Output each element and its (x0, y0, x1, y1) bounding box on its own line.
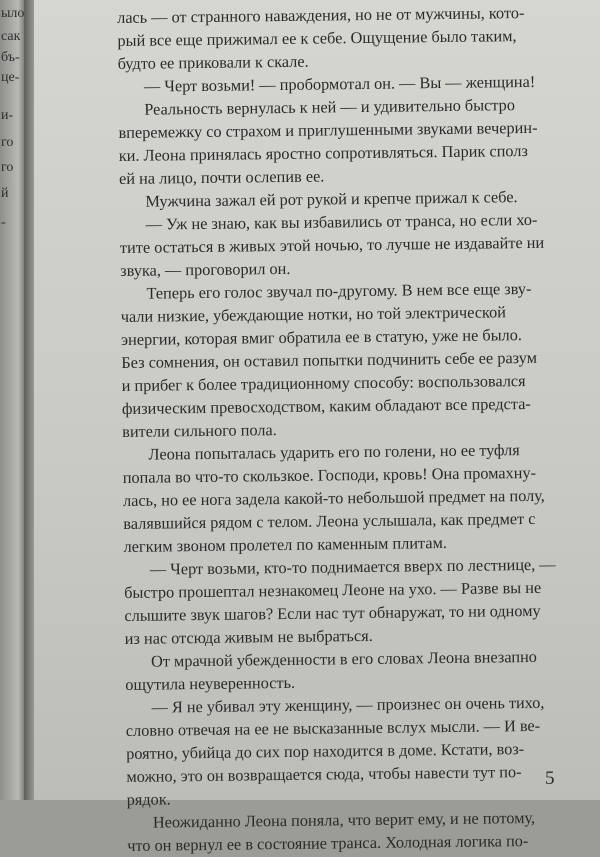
text-line: лась — от странного наваждения, но не от мужчины, кото- (117, 3, 525, 27)
left-page-fragment: го (1, 135, 14, 150)
text-line: можно, это он возвращается сюда, чтобы навести тут по- (126, 762, 522, 786)
text-line: что он вернул ее в состояние транса. Холодная логика по- (127, 831, 529, 855)
text-line: звука, — проговорил он. (120, 258, 291, 280)
text-line: лась, но ее нога задела какой-то небольшой предмет на полу, (122, 485, 545, 510)
text-line: попала во что-то скользкое. Господи, кровь! Она промахну- (122, 462, 537, 487)
text-line: — Я не убивал эту женщину, — произнес он очень тихо, (151, 692, 545, 717)
text-line: физическим превосходством, каким обладают все предста- (121, 393, 531, 418)
text-line: ощутила неуверенность. (125, 672, 296, 694)
text-line: Теперь его голос звучал по-другому. В нем все еще зву- (146, 278, 532, 303)
text-line: словно отвечая на ее не высказанные вслух мысли. — И ве- (125, 715, 541, 740)
left-page-fragment: й (1, 186, 9, 201)
left-page-fragment: сак (1, 29, 21, 44)
text-line: роятно, убийца до сих пор находится в доме. Кстати, воз- (126, 739, 525, 763)
text-line: ки. Леона принялась яростно сопротивляться. Парик сполз (118, 140, 528, 165)
text-line: вперемежку со страхом и приглушенными звуками вечерин- (118, 117, 538, 142)
right-page (34, 0, 600, 855)
text-line: ей на лицо, почти ослепив ее. (118, 166, 325, 188)
text-line: быстро прошептал незнакомец Леоне на ухо. — Разве вы не (124, 577, 542, 602)
left-page-fragment: го (1, 160, 14, 175)
text-line: из нас отсюда живым не выбраться. (124, 625, 373, 648)
text-line: От мрачной убежденности в его словах Леона внезапно (150, 646, 537, 671)
page-text (117, 1, 565, 857)
left-page-fragment: ыло (1, 6, 25, 21)
text-line: энергии, которая вмиг обратила ее в статую, уже не было. (120, 325, 523, 349)
text-line: будто ее приковали к скале. (117, 51, 309, 73)
text-line: Леона попыталась ударить его по голени, но ее туфля (148, 440, 520, 464)
text-line: — Черт возьми, кто-то поднимается вверх по лестнице, — (149, 554, 556, 579)
text-line: слышите звук шагов? Если нас тут обнаружат, то ни одному (124, 600, 541, 625)
text-line: рядок. (126, 789, 171, 809)
text-line: и прибег к более традиционному способу: воспользовался (121, 371, 526, 395)
text-line: тите остаться в живых этой ночью, то лучше не издавайте ни (119, 232, 545, 257)
text-line: — Уж не знаю, как вы избавились от транса, но если хо- (145, 209, 538, 234)
left-facing-page (0, 0, 26, 800)
text-line: легким звоном пролетел по каменным плитам. (123, 533, 448, 556)
page-number: 5 (545, 768, 555, 789)
left-page-fragment: - (1, 215, 6, 230)
text-line: вители сильного пола. (122, 420, 277, 441)
text-line: — Черт возьми! — пробормотал он. — Вы — женщина! (143, 71, 536, 96)
text-line: Неожиданно Леона поняла, что верит ему, и не потому, (152, 807, 536, 832)
text-line: чали низкие, убеждающие нотки, но той электрической (120, 302, 507, 326)
text-line: рый все еще прижимал ее к себе. Ощущение было таким, (117, 26, 517, 50)
text-line: Реальность вернулась к ней — и удивительно быстро (144, 95, 516, 119)
text-line: Без сомнения, он оставил попытки подчинить себе ее разум (121, 347, 538, 372)
left-page-fragment: бъ- (1, 50, 20, 65)
text-line: валявшийся рядом с телом. Леона услышала, как предмет с (123, 508, 536, 533)
left-page-fragment: и- (1, 108, 14, 123)
left-page-fragment: це- (1, 70, 20, 85)
text-line: Мужчина зажал ей рот рукой и крепче прижал к себе. (145, 187, 518, 211)
